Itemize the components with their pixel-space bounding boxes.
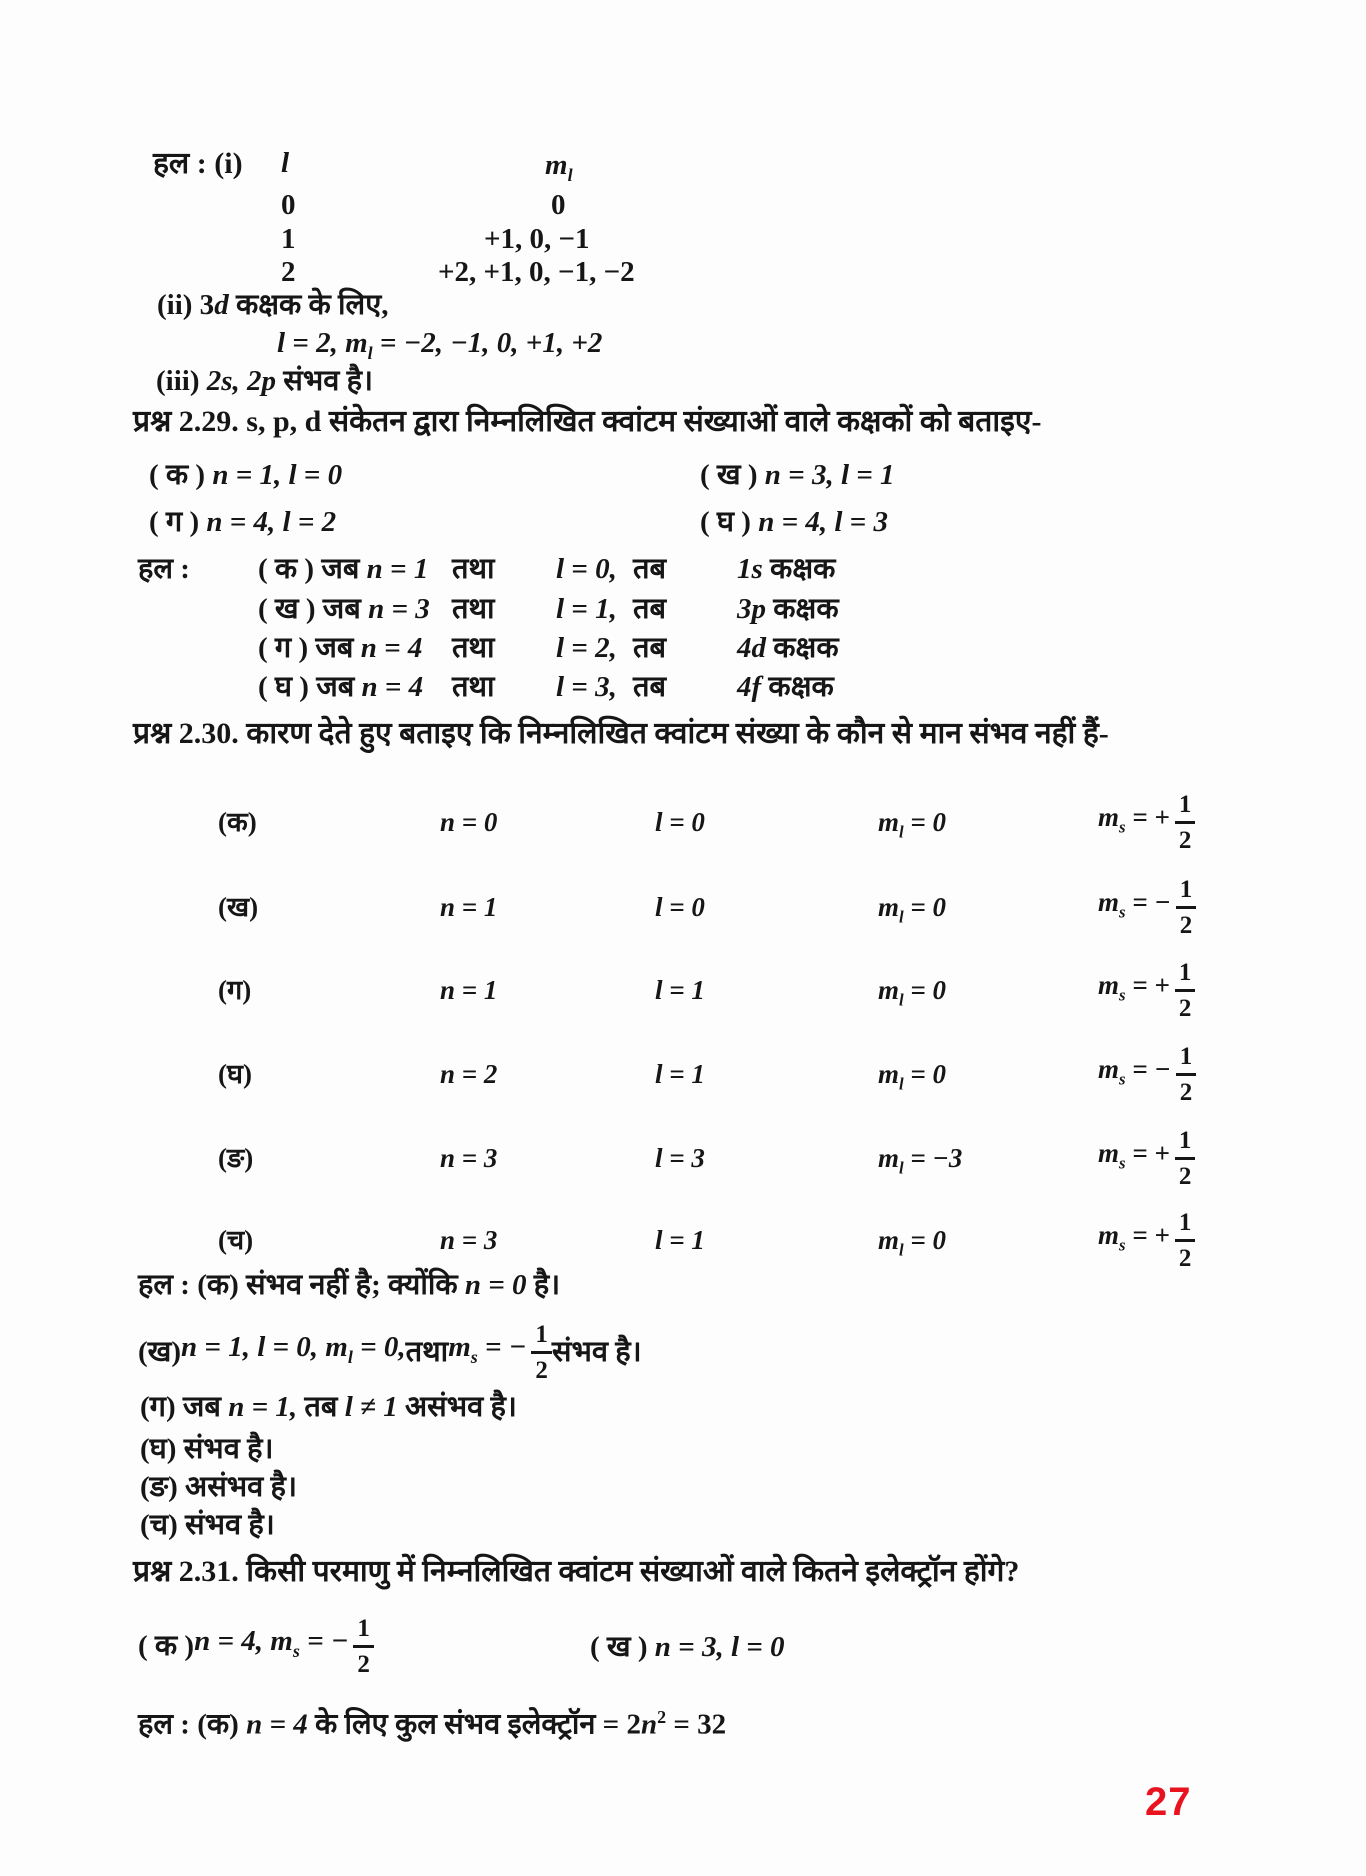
q230-row-4-ms: $m_s$ = + $\frac{1}{2}$ — [1098, 1129, 1195, 1187]
page-number: 27 — [1145, 1780, 1192, 1824]
q230-row-5-label: (च) — [218, 1225, 254, 1255]
q229-sol-row-3-tab: तब — [633, 671, 667, 703]
q230-row-1-ml: $m_l = 0$ — [878, 892, 947, 927]
q230-row-2-ml: $m_l = 0$ — [878, 975, 947, 1010]
q230-row-0-label: (क) — [218, 807, 257, 837]
q230-row-1-n: n = 1 — [440, 892, 498, 922]
q230-row-4-n: n = 3 — [440, 1143, 498, 1173]
q230-sol-nga: (ङ) असंभव है। — [140, 1471, 297, 1503]
q230-sol-gha: (घ) संभव है। — [140, 1433, 274, 1465]
sol-228-row-l-1: 1 — [281, 223, 296, 255]
q230-row-5-ml: $m_l = 0$ — [878, 1225, 947, 1260]
q229-sol-row-3-c1: ( घ ) जब n = 4 — [258, 671, 424, 703]
q229-sol-row-2-orb: 4d कक्षक — [737, 632, 839, 664]
q230-row-2-label: (ग) — [218, 975, 252, 1005]
q230-row-1-label: (ख) — [218, 892, 259, 922]
q230-row-3-label: (घ) — [218, 1059, 252, 1089]
q230-row-5-n: n = 3 — [440, 1225, 498, 1255]
q229-heading: प्रश्न 2.29. s, p, d संकेतन द्वारा निम्नलिखित क्वांटम संख्याओं वाले कक्षकों को बताइए- — [133, 405, 1042, 438]
q230-row-3-ms: $m_s$ = − $\frac{1}{2}$ — [1098, 1045, 1196, 1103]
fraction-one-half: $\frac{1}{2}$ — [353, 1616, 374, 1677]
sol-228-row-m-1: +1, 0, −1 — [484, 223, 590, 255]
q229-sol-label: हल : — [138, 553, 190, 585]
q230-row-0-ml: $m_l = 0$ — [878, 807, 947, 842]
q229-sol-row-0-orb: 1s कक्षक — [737, 553, 836, 585]
sol-228-line-ii: (ii) 3d कक्षक के लिए, — [157, 289, 389, 321]
q229-sol-row-3-tatha: तथा — [452, 671, 495, 703]
q231-option-ka: ( क ) n = 4, $m_s$ = − $\frac{1}{2}$ — [138, 1617, 374, 1675]
q229-option-ga: ( ग ) n = 4, l = 2 — [149, 506, 337, 538]
q229-sol-row-0-c1: ( क ) जब n = 1 — [258, 553, 429, 585]
fraction-one-half: $\frac{1}{2}$ — [1175, 1128, 1196, 1189]
q230-row-2-n: n = 1 — [440, 975, 498, 1005]
q230-row-3-ml: $m_l = 0$ — [878, 1059, 947, 1094]
sol-228-row-l-2: 2 — [281, 256, 296, 288]
q229-sol-row-1-leq: l = 1, — [556, 593, 617, 625]
q229-option-gha: ( घ ) n = 4, l = 3 — [700, 506, 888, 538]
fraction-one-half: $\frac{1}{2}$ — [1175, 1210, 1196, 1271]
q231-heading: प्रश्न 2.31. किसी परमाणु में निम्नलिखित क्वांटम संख्याओं वाले कितने इलेक्ट्रॉन होंगे? — [133, 1555, 1020, 1588]
q229-sol-row-0-tab: तब — [633, 553, 667, 585]
q230-sol-cha: (च) संभव है। — [140, 1509, 275, 1541]
sol-228-row-m-0: 0 — [551, 189, 566, 221]
q230-row-2-ms: $m_s$ = + $\frac{1}{2}$ — [1098, 961, 1195, 1019]
q231-option-kha: ( ख ) n = 3, l = 0 — [590, 1631, 785, 1663]
q229-sol-row-2-leq: l = 2, — [556, 632, 617, 664]
fraction-one-half: $\frac{1}{2}$ — [1176, 1044, 1197, 1105]
q230-row-0-n: n = 0 — [440, 807, 498, 837]
q229-sol-row-2-tab: तब — [633, 632, 667, 664]
q230-sol-kha: (ख) n = 1, l = 0, $m_l = 0$, तथा $m_s$ = − $\frac{1}{2}$ संभव है। — [138, 1320, 642, 1384]
q230-row-3-l: l = 1 — [655, 1059, 705, 1089]
q230-row-0-ms: $m_s$ = + $\frac{1}{2}$ — [1098, 793, 1195, 851]
sol-228-line-ii-eq: l = 2, $m_l = -2$, −1, 0, +1, +2 — [277, 327, 603, 363]
q229-sol-row-3-leq: l = 3, — [556, 671, 617, 703]
fraction-one-half: $\frac{1}{2}$ — [1175, 960, 1196, 1021]
fraction-one-half: $\frac{1}{2}$ — [1176, 877, 1197, 938]
q230-row-2-l: l = 1 — [655, 975, 705, 1005]
sol-228-row-l-0: 0 — [281, 189, 296, 221]
q229-sol-row-2-tatha: तथा — [452, 632, 495, 664]
q230-row-3-n: n = 2 — [440, 1059, 498, 1089]
q229-sol-row-1-c1: ( ख ) जब n = 3 — [258, 593, 430, 625]
sol-228-col-ml: $m_l$ — [545, 149, 573, 185]
q231-sol: हल : (क) n = 4 के लिए कुल संभव इलेक्ट्रॉन = $2n^2 = 32$ — [138, 1707, 727, 1741]
q230-sol-ga: (ग) जब n = 1, तब l ≠ 1 असंभव है। — [140, 1391, 517, 1423]
q229-sol-row-0-leq: l = 0, — [556, 553, 617, 585]
q230-row-1-ms: $m_s$ = − $\frac{1}{2}$ — [1098, 878, 1196, 936]
q230-row-1-l: l = 0 — [655, 892, 705, 922]
q230-sol-ka: हल : (क) संभव नहीं है; क्योंकि n = 0 है। — [138, 1269, 561, 1301]
q229-sol-row-1-tab: तब — [633, 593, 667, 625]
q230-row-4-ml: $m_l = -3$ — [878, 1143, 963, 1178]
sol-228-col-l: l — [281, 147, 290, 179]
q229-option-kha: ( ख ) n = 3, l = 1 — [700, 459, 895, 491]
sol-228-row-m-2: +2, +1, 0, −1, −2 — [438, 256, 635, 288]
q230-row-4-l: l = 3 — [655, 1143, 705, 1173]
sol-228-label: हल : (i) — [153, 147, 243, 180]
q230-row-5-l: l = 1 — [655, 1225, 705, 1255]
q229-sol-row-2-c1: ( ग ) जब n = 4 — [258, 632, 423, 664]
fraction-one-half: $\frac{1}{2}$ — [531, 1322, 552, 1383]
q229-sol-row-0-tatha: तथा — [452, 553, 495, 585]
sol-228-line-iii: (iii) 2s, 2p संभव है। — [156, 365, 374, 397]
q229-option-ka: ( क ) n = 1, l = 0 — [149, 459, 343, 491]
q230-row-0-l: l = 0 — [655, 807, 705, 837]
fraction-one-half: $\frac{1}{2}$ — [1175, 792, 1196, 853]
q230-row-4-label: (ङ) — [218, 1143, 254, 1173]
q230-row-5-ms: $m_s$ = + $\frac{1}{2}$ — [1098, 1211, 1195, 1269]
q229-sol-row-1-tatha: तथा — [452, 593, 495, 625]
q229-sol-row-3-orb: 4f कक्षक — [737, 671, 834, 703]
q230-heading: प्रश्न 2.30. कारण देते हुए बताइए कि निम्नलिखित क्वांटम संख्या के कौन से मान संभव नहीं हैं- — [133, 717, 1109, 750]
q229-sol-row-1-orb: 3p कक्षक — [737, 593, 839, 625]
